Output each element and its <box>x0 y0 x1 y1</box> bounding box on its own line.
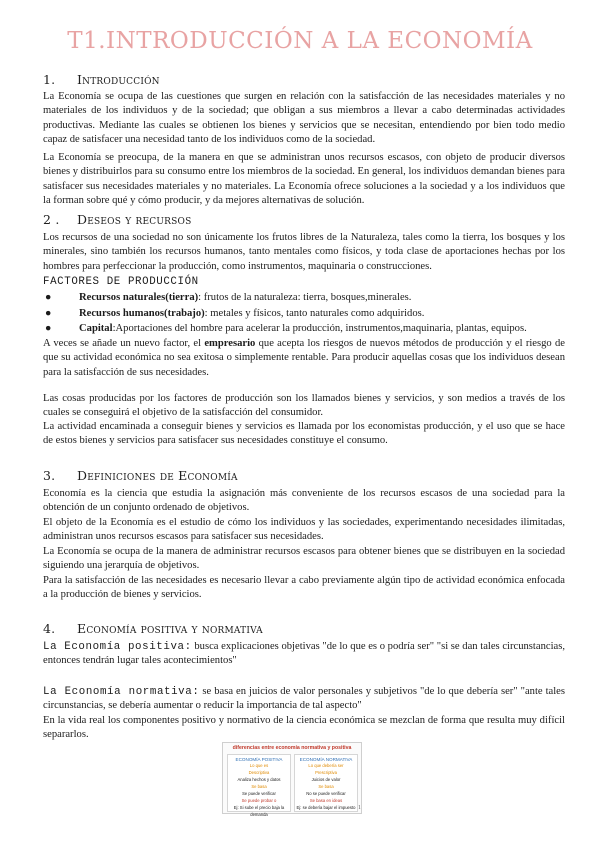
economia-positiva-text: busca explicaciones objetivas "de lo que es o podría ser" "si se dan tales circunstancias, entonces tendrán lugar tales acontecimientos" <box>43 641 565 667</box>
factores-list <box>43 290 565 337</box>
figure-row: Juicios de valor <box>311 777 341 782</box>
section-2-paragraph-2 <box>43 337 565 380</box>
section-2-paragraph-3: Las cosas producidas por los factores de producción son los llamados bienes y servicios, y son medios a través de los cuales se conseguirá el objetivo de la satisfacción del consumidor. <box>43 393 565 419</box>
section-1-heading <box>43 72 160 87</box>
figure-page-number: 1 <box>358 805 361 811</box>
section-number: 4. <box>43 621 56 636</box>
figure-row: Ej: se debería bajar el impuesto <box>296 805 356 810</box>
section-number: 1. <box>43 72 56 87</box>
figure-title: diferencias entre economía normativa y positiva <box>232 745 352 751</box>
section-3-heading <box>43 468 238 483</box>
economia-positiva-paragraph <box>43 640 565 669</box>
section-2-heading <box>43 212 191 227</box>
economia-normativa-label: La Economía normativa: <box>43 686 200 698</box>
section-title: Deseos y recursos <box>77 212 192 227</box>
section-number: 3. <box>43 468 56 483</box>
list-item <box>43 321 565 337</box>
figure-row: Lo que debería ser <box>308 763 344 768</box>
term-empresario: empresario <box>204 338 256 349</box>
figure-row: Se basa en ideas <box>309 798 343 803</box>
section-2-paragraph-4: La actividad encaminada a conseguir bienes y servicios es llamada por los economistas producción, y el uso que se hace de estos bienes y servicios para satisfacer sus necesidades constituye el consumo. <box>43 421 565 447</box>
figure-column-normativa <box>294 754 358 812</box>
bullet-icon: ● <box>45 323 52 335</box>
figure-row: Lo que es <box>249 763 269 768</box>
section-3-paragraph-2: El objeto de la Economía es el estudio de cómo los individuos y las sociedades, experimentando necesidades ilimitadas, administran unos recursos escasos para satisfacer sus necesidades. <box>43 517 565 543</box>
economia-normativa-paragraph <box>43 685 565 714</box>
figure-row: Descriptiva <box>248 770 270 775</box>
section-3-paragraph-1: Economía es la ciencia que estudia la asignación más conveniente de los recursos escasos de una sociedad para la obtención de un conjunto ordenado de objetivos. <box>43 488 565 514</box>
figure-column-heading: ECONOMÍA POSITIVA <box>235 757 283 762</box>
list-item <box>43 306 565 322</box>
figure-row: Se basa <box>318 784 334 789</box>
section-3-paragraph-4: Para la satisfacción de las necesidades es necesario llevar a cabo previamente algún tipo de actividad económica enfocada a la producción de bienes y servicios. <box>43 575 565 601</box>
section-4-final-paragraph: En la vida real los componentes positivo y normativo de la ciencia económica se mezclan de forma que resulta muy difícil separarlos. <box>43 715 565 741</box>
list-item-term: Recursos humanos(trabajo) <box>79 307 205 319</box>
list-item-text: :Aportaciones del hombre para acelerar la producción, instrumentos,maquinaria, plantas, equipos. <box>112 323 527 335</box>
figure-row: Se puede verificar <box>242 791 276 796</box>
section-title: Economía positiva y normativa <box>77 621 263 636</box>
figure-column-positiva <box>227 754 291 817</box>
paragraph-intro: A veces se añade un nuevo factor, el <box>43 338 205 349</box>
list-item-term: Recursos naturales(tierra) <box>79 292 199 303</box>
figure-row: Analiza hechos y datos <box>237 777 281 782</box>
paragraph-rest: que acepta los riesgos de nuevos métodos de producción y el riesgo de que su actividad económica no sea exitosa o simplemente rentable. Para producir aquellas cosas que los individuos desean para la satisfacción de sus necesidades. <box>43 338 565 378</box>
section-title: Introducción <box>77 72 160 87</box>
figure-row: Prescriptiva <box>315 770 337 775</box>
economia-normativa-text: se basa en juicios de valor personales y subjetivos "de lo que debería ser" "ante tales circunstancias, se debería aumentar o reducir la importancia de tal aspecto" <box>43 686 565 712</box>
figure-row: Ej: Si sube el precio baja la demanda <box>233 805 285 817</box>
comparison-figure <box>222 742 362 817</box>
section-1-paragraph-1: La Economía se ocupa de las cuestiones que surgen en relación con la satisfacción de las necesidades materiales y no materiales de los individuos y de la sociedad; que obligan a sus miembros a llevar a cabo determinadas actividades productivas. Mediante las cuales se obtienen los bienes y servicios que se necesitan, entendiendo por bien todo medio capaz de satisfacer una necesidad tanto de los individuos como de la sociedad. <box>43 91 565 145</box>
section-4-heading <box>43 621 263 636</box>
list-item-text: : metales y físicos, tanto naturales como adquiridos. <box>204 307 425 319</box>
section-2-paragraph-1: Los recursos de una sociedad no son únicamente los frutos libres de la Naturaleza, tales como la tierra, los bosques y los minerales, sino también los recursos humanos, tanto mentales como físicos, y toda clase de aportaciones hechas por los hombres para perfeccionar la producción, como instrumentos, maquinaria o construcciones. <box>43 232 565 272</box>
list-item <box>43 290 565 306</box>
section-title: Definiciones de Economía <box>77 468 238 483</box>
page-title: T1.INTRODUCCIÓN A LA ECONOMÍA <box>67 28 533 54</box>
bullet-icon: ● <box>45 307 52 319</box>
figure-row: Se puede probar o <box>241 798 277 803</box>
section-number: 2 . <box>43 212 60 227</box>
figure-row: Se basa <box>251 784 267 789</box>
economia-positiva-label: La Economía positiva: <box>43 641 192 653</box>
figure-row: No se puede verificar <box>306 791 346 796</box>
section-3-paragraph-3: La Economía se ocupa de la manera de administrar recursos escasos para obtener bienes que se distribuyen en la sociedad siguiendo una jerarquía de objetivos. <box>43 546 565 572</box>
list-item-term: Capital <box>79 323 113 335</box>
figure-column-heading: ECONOMÍA NORMATIVA <box>299 757 353 762</box>
bullet-icon: ● <box>45 292 52 303</box>
section-1-paragraph-2: La Economía se preocupa, de la manera en que se administran unos recursos escasos, con objeto de producir diversos bienes y distribuirlos para su consumo entre los miembros de la sociedad. En general, los individuos demandan bienes para satisfacer sus necesidades materiales y no materiales. La Economía ofrece soluciones a la sociedad y a los individuos que la forman sobre qué y cómo producir, y da mejores alternativas de solución. <box>43 152 565 206</box>
list-item-text: : frutos de la naturaleza: tierra, bosques,minerales. <box>198 292 412 303</box>
factores-label: FACTORES DE PRODUCCIÓN <box>43 276 199 288</box>
